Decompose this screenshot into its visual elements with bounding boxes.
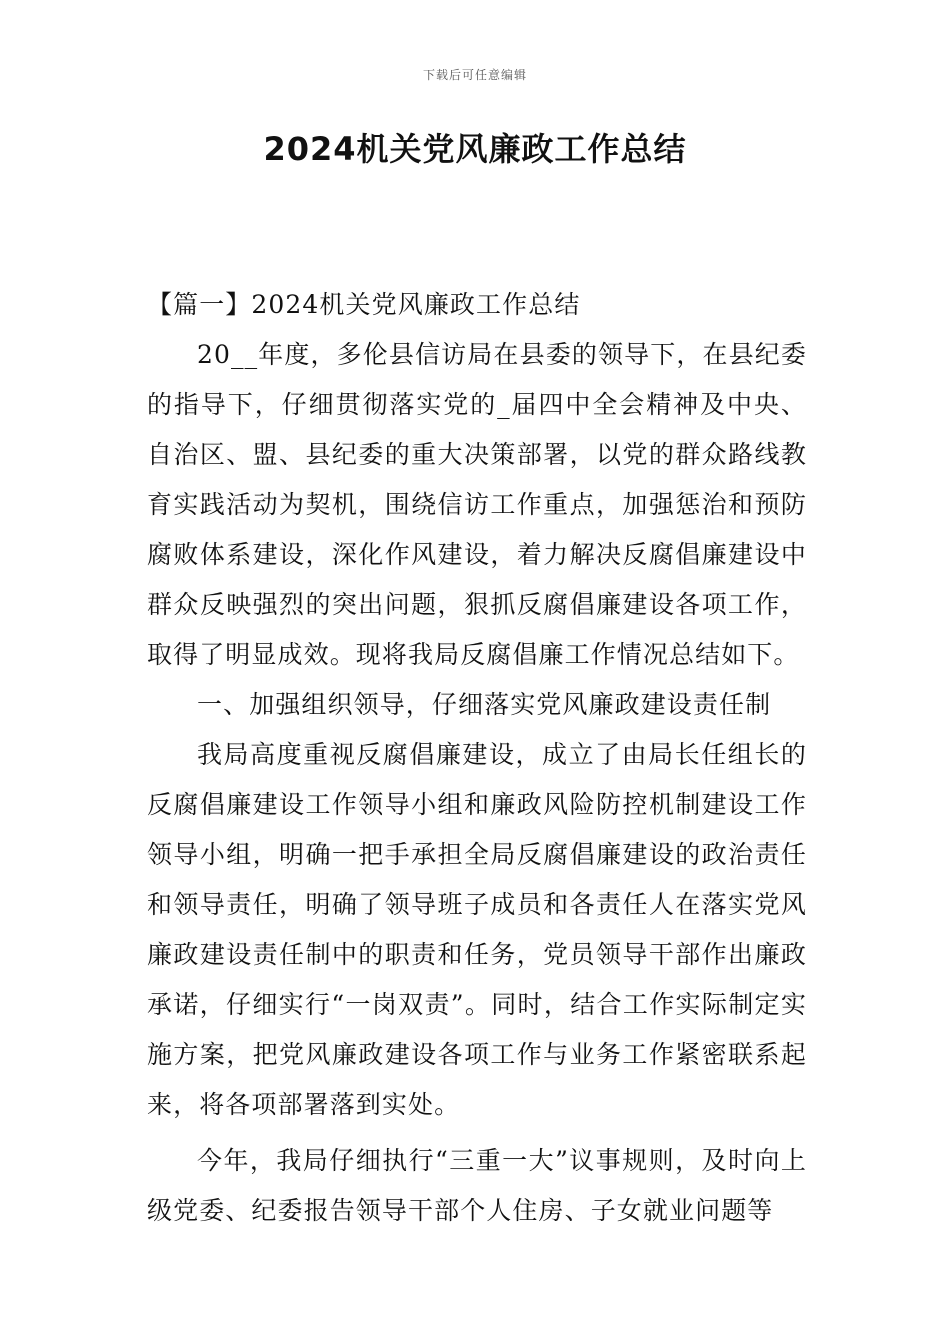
document-body bbox=[147, 280, 807, 1236]
header-note: 下载后可任意编辑 bbox=[422, 68, 527, 82]
paragraph-rules: 今年，我局仔细执行“三重一大”议事规则，及时向上级党委、纪委报告领导干部个人住房、子女就业问题等 bbox=[147, 1146, 807, 1225]
section-heading: 【篇一】2024机关党风廉政工作总结 bbox=[147, 290, 581, 319]
paragraph-organization: 我局高度重视反腐倡廉建设，成立了由局长任组长的反腐倡廉建设工作领导小组和廉政风险防控机制建设工作领导小组，明确一把手承担全局反腐倡廉建设的政治责任和领导责任，明确了领导班子成员和各责任人在落实党风廉政建设责任制中的职责和任务，党员领导干部作出廉政承诺，仔细实行“一岗双责”。同时，结合工作实际制定实施方案，把党风廉政建设各项工作与业务工作紧密联系起来，将各项部署落到实处。 bbox=[147, 740, 807, 1119]
paragraph-intro: 20__年度，多伦县信访局在县委的领导下，在县纪委的指导下，仔细贯彻落实党的_届四中全会精神及中央、自治区、盟、县纪委的重大决策部署，以党的群众路线教育实践活动为契机，围绕信访工作重点，加强惩治和预防腐败体系建设，深化作风建设，着力解决反腐倡廉建设中群众反映强烈的突出问题，狠抓反腐倡廉建设各项工作，取得了明显成效。现将我局反腐倡廉工作情况总结如下。 bbox=[147, 340, 807, 669]
paragraph-subheading: 一、加强组织领导，仔细落实党风廉政建设责任制 bbox=[197, 690, 772, 719]
document-title: 2024机关党风廉政工作总结 bbox=[263, 130, 687, 168]
